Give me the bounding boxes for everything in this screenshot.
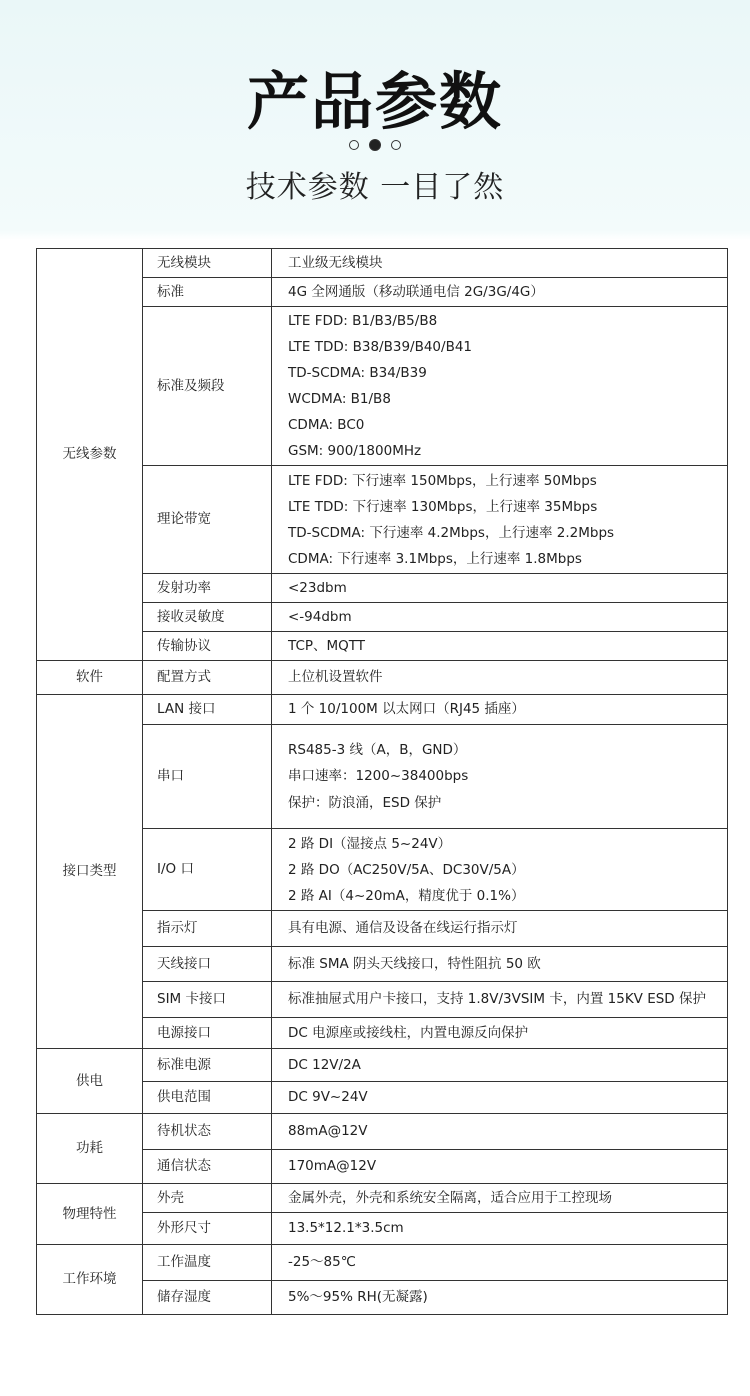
category-cell: 接口类型 [37,695,143,1049]
table-row [37,695,728,725]
category-cell: 无线参数 [37,249,143,661]
param-label: 标准 [143,278,272,307]
param-label: 外壳 [143,1184,272,1213]
value-line: GSM: 900/1800MHz [288,443,422,459]
table-row [37,249,728,278]
value-line: 2 路 DO（AC250V/5A、DC30V/5A） [288,861,525,878]
table-row [37,1114,728,1150]
category-cell: 软件 [37,661,143,695]
param-value: 工业级无线模块 [272,249,728,278]
dot-active-icon [369,139,381,151]
value-line: RS485-3 线（A，B，GND） [288,741,467,758]
value-line: LTE TDD: B38/B39/B40/B41 [288,339,473,355]
param-label: SIM 卡接口 [143,982,272,1018]
param-value: 13.5*12.1*3.5cm [272,1213,728,1245]
dot-icon [349,140,359,150]
value-line: LTE FDD: 下行速率 150Mbps，上行速率 50Mbps [288,472,597,489]
value-line: CDMA: BC0 [288,417,365,433]
param-value: TCP、MQTT [272,632,728,661]
page-subtitle: 技术参数 一目了然 [245,170,505,205]
category-cell: 功耗 [37,1114,143,1184]
param-label: 传输协议 [143,632,272,661]
table-row [37,1049,728,1082]
param-value: 88mA@12V [272,1114,728,1150]
pagination-dots [0,134,750,153]
param-label: 发射功率 [143,574,272,603]
param-value-multiline [272,829,728,911]
param-value: <23dbm [272,574,728,603]
param-label: 标准及频段 [143,307,272,466]
dot-icon [391,140,401,150]
table-row [37,1245,728,1281]
param-value: 具有电源、通信及设备在线运行指示灯 [272,911,728,947]
param-label: 外形尺寸 [143,1213,272,1245]
param-value: <-94dbm [272,603,728,632]
param-label: 待机状态 [143,1114,272,1150]
value-line: WCDMA: B1/B8 [288,391,391,407]
category-cell: 供电 [37,1049,143,1114]
param-label: 理论带宽 [143,466,272,574]
param-value: DC 电源座或接线柱，内置电源反向保护 [272,1018,728,1049]
value-line: 保护：防浪涌，ESD 保护 [288,794,442,811]
value-line: LTE TDD: 下行速率 130Mbps，上行速率 35Mbps [288,498,598,515]
value-line: TD-SCDMA: B34/B39 [288,365,427,381]
param-value: 1 个 10/100M 以太网口（RJ45 插座） [272,695,728,725]
param-label: 通信状态 [143,1150,272,1184]
param-label: 储存湿度 [143,1281,272,1315]
value-line: TD-SCDMA: 下行速率 4.2Mbps，上行速率 2.2Mbps [288,524,615,541]
param-label: I/O 口 [143,829,272,911]
param-label: 接收灵敏度 [143,603,272,632]
value-line: CDMA: 下行速率 3.1Mbps，上行速率 1.8Mbps [288,550,582,567]
param-label: 电源接口 [143,1018,272,1049]
table-row [37,1184,728,1213]
value-line: 串口速率：1200~38400bps [288,768,469,785]
param-value: 4G 全网通版（移动联通电信 2G/3G/4G） [272,278,728,307]
param-value: 170mA@12V [272,1150,728,1184]
param-label: 无线模块 [143,249,272,278]
spec-table [36,248,728,1315]
table-row [37,661,728,695]
param-value: 上位机设置软件 [272,661,728,695]
param-label: 供电范围 [143,1082,272,1114]
param-value: -25～85℃ [272,1245,728,1281]
header [0,0,750,240]
param-label: 工作温度 [143,1245,272,1281]
value-line: 2 路 DI（湿接点 5~24V） [288,835,452,852]
value-line: LTE FDD: B1/B3/B5/B8 [288,313,438,329]
param-label: 天线接口 [143,947,272,982]
param-value-multiline [272,725,728,829]
value-line: 2 路 AI（4~20mA，精度优于 0.1%） [288,887,525,904]
param-value-multiline [272,307,728,466]
page-title: 产品参数 [246,65,503,138]
param-label: 串口 [143,725,272,829]
param-value: DC 9V~24V [272,1082,728,1114]
param-value: 5%～95% RH(无凝露) [272,1281,728,1315]
param-label: 标准电源 [143,1049,272,1082]
param-value-multiline [272,466,728,574]
category-cell: 工作环境 [37,1245,143,1315]
param-value: 标准抽屉式用户卡接口，支持 1.8V/3VSIM 卡，内置 15KV ESD 保护 [272,982,728,1018]
param-value: 标准 SMA 阴头天线接口，特性阻抗 50 欧 [272,947,728,982]
category-cell: 物理特性 [37,1184,143,1245]
param-label: 配置方式 [143,661,272,695]
param-label: LAN 接口 [143,695,272,725]
param-label: 指示灯 [143,911,272,947]
param-value: 金属外壳，外壳和系统安全隔离，适合应用于工控现场 [272,1184,728,1213]
param-value: DC 12V/2A [272,1049,728,1082]
